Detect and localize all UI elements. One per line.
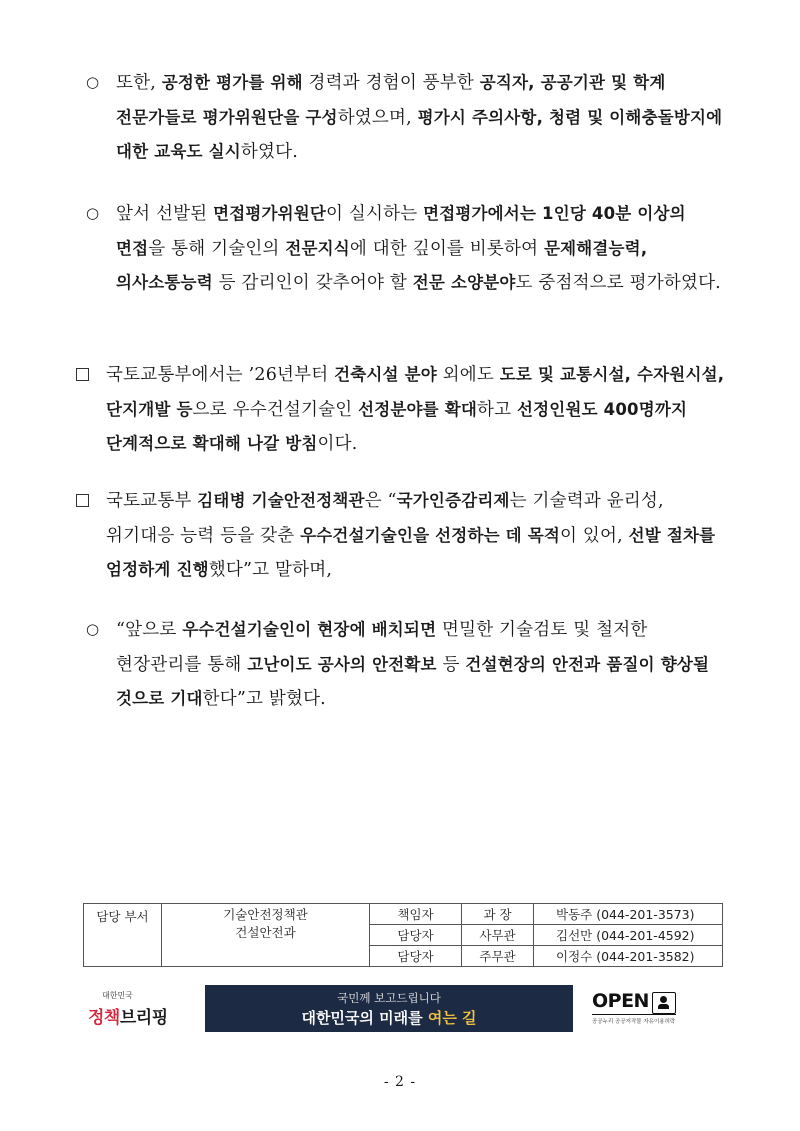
- emphasis-text: 김태병 기술안전정책관: [197, 491, 365, 510]
- slogan-banner: [205, 985, 573, 1032]
- emphasis-text: 건설현장의 안전과 품질이 향상될 것으로 기대: [116, 654, 710, 708]
- dept-line: 기술안전정책관: [223, 907, 308, 922]
- page-number: - 2 -: [383, 1074, 417, 1090]
- contact-role: 담당자: [370, 946, 462, 967]
- brand-text-b: 브리핑: [119, 1008, 168, 1028]
- text-run: 는 기술력과 윤리성, 위기대응 능력 등을 갖춘: [106, 491, 664, 546]
- logo-divider: [592, 1014, 676, 1015]
- emphasis-text: 선발 절차를 엄정하게 진행: [106, 525, 716, 579]
- emphasis-text: 전문지식: [285, 238, 350, 258]
- bullet-circle-icon: ○: [86, 73, 100, 91]
- brand-small-text: 대한민국: [102, 991, 133, 1000]
- open-text: OPEN: [592, 990, 649, 1012]
- emphasis-text: 도로 및 교통시설, 수자원시설, 단지개발 등: [106, 365, 725, 419]
- contact-role: 책임자: [370, 904, 462, 925]
- banner-line-2b: 여는 길: [427, 1009, 477, 1027]
- contact-title: 과 장: [462, 904, 534, 925]
- emphasis-text: 고난이도 공사의 안전확보: [247, 654, 437, 674]
- emphasis-text: 우수건설기술인이 현장에 배치되면: [182, 620, 437, 639]
- contact-title: 사무관: [462, 925, 534, 946]
- paragraph-5: [86, 613, 726, 717]
- text-run: 하고: [477, 399, 518, 420]
- bullet-circle-icon: ○: [86, 620, 100, 638]
- contact-table: [83, 903, 723, 967]
- emphasis-text: 우수건설기술인을 선정하는 데 목적: [300, 525, 561, 545]
- text-run: 국토교통부: [106, 491, 198, 511]
- brand-text-a: 정책: [88, 1008, 120, 1028]
- emphasis-text: 선정분야를 확대: [358, 399, 478, 419]
- text-run: 등: [436, 654, 466, 675]
- emphasis-text: 선정인원도 400명까지 단계적으로 확대해 나갈 방침: [106, 399, 688, 453]
- text-run: 등 감리인이 갖추어야 할: [212, 273, 413, 293]
- paragraph-text: [76, 484, 726, 588]
- emphasis-text: 국가인증감리제: [396, 491, 510, 510]
- paragraph-text: [86, 613, 726, 717]
- paragraph-4: [76, 484, 726, 588]
- paragraph-2: [86, 197, 726, 301]
- text-run: 면밀한 기술검토 및 철저한 현장관리를 통해: [116, 620, 648, 675]
- policy-briefing-logo: [88, 990, 184, 1030]
- contact-title: 주무관: [462, 946, 534, 967]
- bullet-circle-icon: ○: [86, 204, 100, 222]
- text-run: 외에도: [436, 365, 500, 385]
- contact-name: 박동주 (044-201-3573): [534, 904, 723, 925]
- contact-role: 담당자: [370, 925, 462, 946]
- text-run: 으로 우수건설기술인: [192, 399, 359, 420]
- paragraph-3: [76, 358, 726, 462]
- dept-name: [162, 904, 370, 967]
- text-run: 이 실시하는: [326, 204, 424, 224]
- banner-line-1: 국민께 보고드립니다: [337, 991, 441, 1005]
- text-run: 경력과 경험이 풍부한: [302, 73, 480, 93]
- emphasis-text: 면접평가에서는 1인당 40분 이상의 면접: [116, 204, 686, 258]
- paragraph-text: [86, 197, 726, 301]
- text-run: 국토교통부에서는 ’26년부터: [106, 365, 335, 385]
- emphasis-text: 문제해결능력, 의사소통능력: [116, 238, 648, 292]
- dept-line: 건설안전과: [235, 925, 296, 940]
- text-run: 이 있어,: [560, 525, 629, 546]
- text-run: “앞으로: [116, 620, 183, 640]
- text-run: 이다.: [317, 434, 358, 454]
- emphasis-text: 면접평가위원단: [213, 204, 327, 223]
- square-bullet-icon: [76, 358, 89, 394]
- text-run: 했다”고 말하며,: [208, 560, 333, 580]
- emphasis-text: 건축시설 분야: [334, 365, 437, 384]
- paragraph-text: [76, 358, 726, 462]
- text-run: 앞서 선발된: [116, 204, 214, 224]
- text-run: 하였다.: [240, 142, 298, 162]
- emphasis-text: 전문 소양분야: [412, 273, 516, 292]
- text-run: 또한,: [116, 73, 162, 93]
- text-run: 한다”고 밝혔다.: [202, 689, 326, 709]
- square-bullet-icon: [76, 484, 89, 520]
- text-run: 은 “: [364, 491, 397, 511]
- contact-name: 김선만 (044-201-4592): [534, 925, 723, 946]
- paragraph-1: [86, 66, 726, 170]
- kogl-open-logo: [592, 990, 688, 1030]
- banner-line-2a: 대한민국의 미래를: [301, 1009, 428, 1027]
- open-caption: 공공누리 공공저작물 자유이용허락: [592, 1019, 676, 1025]
- contact-name: 이정수 (044-201-3582): [534, 946, 723, 967]
- emphasis-text: 공정한 평가를 위해: [161, 73, 303, 92]
- text-run: 에 대한 깊이를 비롯하여: [349, 238, 544, 259]
- paragraph-text: [86, 66, 726, 170]
- attribution-person-icon: [652, 992, 676, 1014]
- text-run: 도 중점적으로 평가하였다.: [515, 273, 721, 293]
- text-run: 을 통해 기술인의: [148, 238, 286, 259]
- text-run: 하였으며,: [337, 107, 418, 128]
- emphasis-text: 공직자, 공공기관 및 학계 전문가들로 평가위원단을 구성: [116, 73, 666, 127]
- emphasis-text: 평가시 주의사항, 청렴 및 이해충돌방지에 대한 교육도 실시: [116, 107, 723, 161]
- dept-label: 담당 부서: [84, 904, 162, 967]
